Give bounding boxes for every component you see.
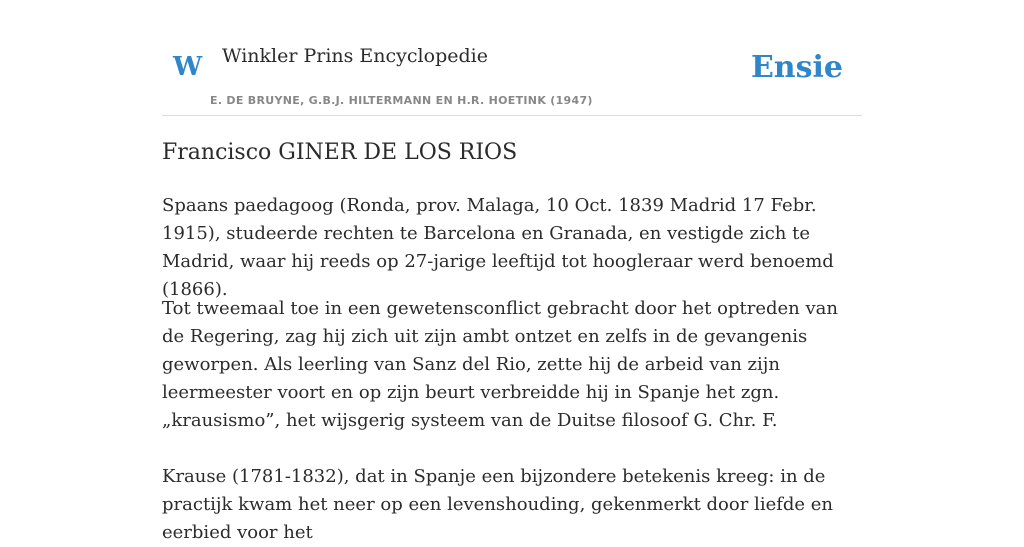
page (162, 0, 862, 543)
site-authors: E. DE BRUYNE, G.B.J. HILTERMANN EN H.R. HOETINK (1947) (210, 94, 593, 107)
ensie-brand-link[interactable]: Ensie (750, 50, 843, 85)
winkler-prins-logo[interactable]: W (173, 52, 203, 82)
site-title-link[interactable]: Winkler Prins Encyclopedie (222, 45, 488, 67)
article-paragraph-1: Spaans paedagoog (Ronda, prov. Malaga, 10 Oct. 1839 Madrid 17 Febr. 1915), studeerde rechten te Barcelona en Granada, en vestigde zich te Madrid, waar hij reeds op 27-jarige leeftijd tot hoogleraar werd benoemd (1866). (162, 195, 834, 300)
article-paragraph-2: Tot tweemaal toe in een gewetensconflict gebracht door het optreden van de Regering, zag hij zich uit zijn ambt ontzet en zelfs in de gevangenis geworpen. Als leerling van Sanz del Rio, zette hij de arbeid van zijn leermeester voort en op zijn beurt verbreidde hij in Spanje het zgn. „krausismo”, het wijsgerig systeem van de Duitse filosoof G. Chr. F. (162, 298, 838, 431)
article-paragraph-3: Krause (1781-1832), dat in Spanje een bijzondere betekenis kreeg: in de practijk kwam het neer op een levenshouding, gekenmerkt door liefde en eerbied voor het (162, 466, 834, 543)
site-header (162, 0, 862, 116)
article-title: Francisco GINER DE LOS RIOS (162, 140, 518, 165)
